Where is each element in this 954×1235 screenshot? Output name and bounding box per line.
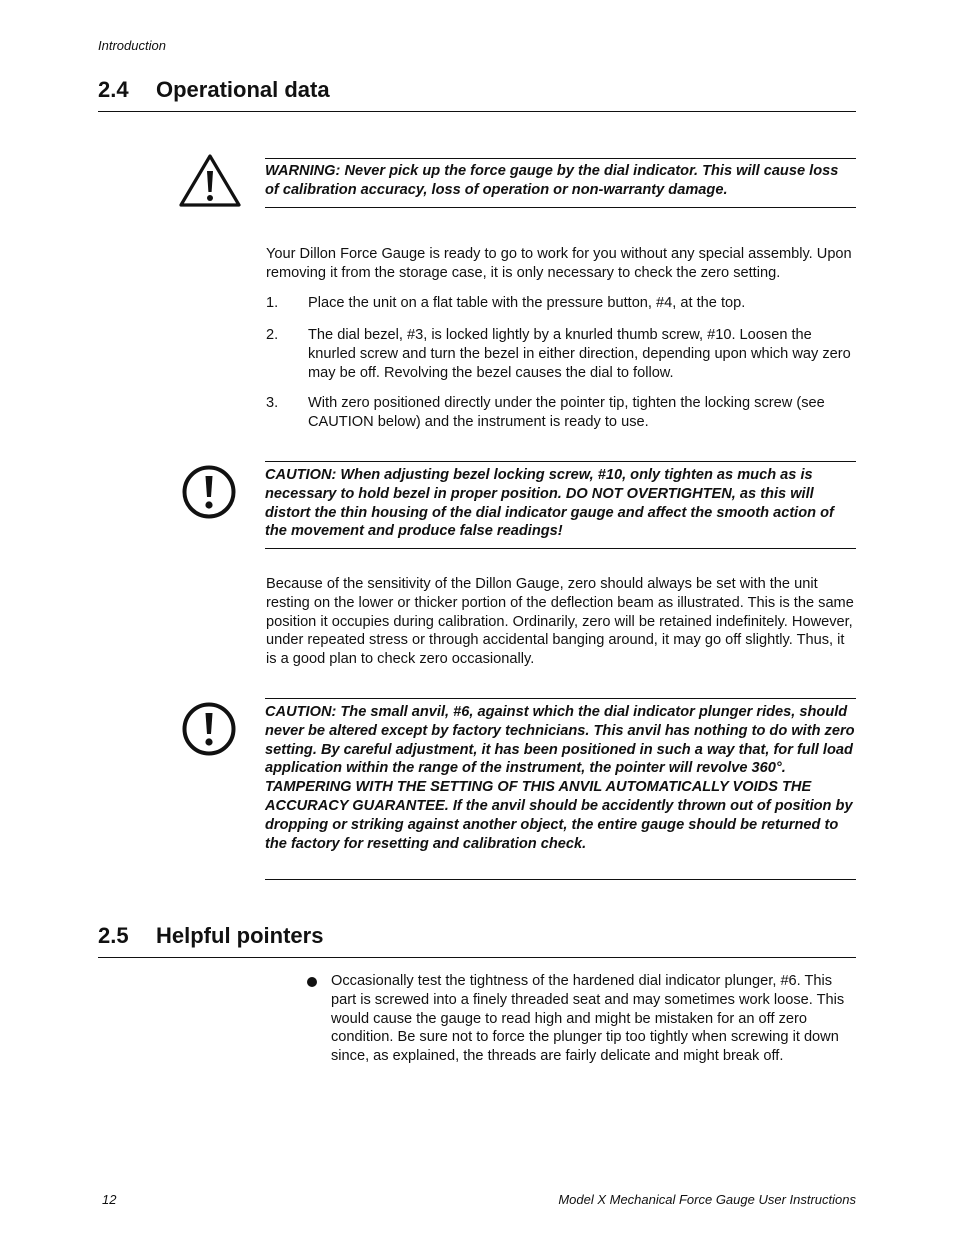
section-2-4-heading xyxy=(98,77,856,112)
page-number: 12 xyxy=(102,1192,117,1207)
step-number: 3. xyxy=(266,395,279,411)
section-title: Operational data xyxy=(156,77,330,102)
caution-exclamation-icon xyxy=(181,464,237,520)
step-text: With zero positioned directly under the pointer tip, tighten the locking screw (see CAUTION below) and the instrument is ready to use. xyxy=(308,395,825,430)
caution-2-bottom-rule xyxy=(265,879,856,880)
bullet-text: Occasionally test the tightness of the hardened dial indicator plunger, #6. This part is screwed into a finely threaded seat and may sometimes work loose. This would cause the gauge to read high and might be mistaken for an off zero condition. Be sure not to force the plunger tip too tightly when screwing it down since, as explained, the threads are fairly delicate and might break off. xyxy=(331,973,845,1065)
section-2-5-heading xyxy=(98,923,856,958)
footer-doc-title: Model X Mechanical Force Gauge User Instructions xyxy=(558,1192,856,1207)
warning-text: WARNING: Never pick up the force gauge by the dial indicator. This will cause loss of calibration accuracy, loss of operation or non-warranty damage. xyxy=(265,163,839,198)
intro-paragraph: Your Dillon Force Gauge is ready to go to work for you without any special assembly. Upon removing it from the storage case, it is only necessary to check the zero setting. xyxy=(266,246,852,281)
section-number: 2.5 xyxy=(98,923,129,948)
caution-2-text: CAUTION: The small anvil, #6, against which the dial indicator plunger rides, should never be altered except by factory technicians. This anvil has nothing to do with zero setting. By careful adjustment, it has been positioned in such a way that, for full load application within the range of the instrument, the pointer will revolve 360°. TAMPERING WITH THE SETTING OF THIS ANVIL AUTOMATICALLY VOIDS THE ACCURACY GUARANTEE. If the anvil should be accidently thrown out of position by dropping or striking against another object, the entire gauge should be returned to the factory for resetting and calibration check. xyxy=(265,704,855,852)
caution-exclamation-icon xyxy=(181,701,237,757)
warning-top-rule xyxy=(265,158,856,159)
warning-triangle-icon xyxy=(178,152,242,210)
sensitivity-paragraph: Because of the sensitivity of the Dillon Gauge, zero should always be set with the unit resting on the lower or thicker portion of the deflection beam as illustrated. This is the same position it occupies during calibration. Ordinarily, zero will be retained indefinitely. However, under repeated stress or through accidental banging around, it may go off slightly. Thus, it is a good plan to check zero occasionally. xyxy=(266,576,854,668)
step-number: 1. xyxy=(266,295,279,311)
step-text: Place the unit on a flat table with the pressure button, #4, at the top. xyxy=(308,295,746,311)
warning-bottom-rule xyxy=(265,207,856,208)
step-number: 2. xyxy=(266,327,279,343)
section-title: Helpful pointers xyxy=(156,923,324,948)
caution-1-top-rule xyxy=(265,461,856,462)
bullet-icon xyxy=(307,977,317,987)
caution-1-text: CAUTION: When adjusting bezel locking screw, #10, only tighten as much as is necessary to hold bezel in proper position. DO NOT OVERTIGHTEN, as this will distort the thin housing of the dial indicator gauge and affect the smooth action of the movement and produce false readings! xyxy=(265,467,834,540)
caution-1-bottom-rule xyxy=(265,548,856,549)
running-header: Introduction xyxy=(98,38,166,53)
caution-2-top-rule xyxy=(265,698,856,699)
step-text: The dial bezel, #3, is locked lightly by a knurled thumb screw, #10. Loosen the knurled screw and turn the bezel in either direction, depending upon which way zero may be off. Revolving the bezel causes the dial to follow. xyxy=(308,327,851,381)
section-number: 2.4 xyxy=(98,77,129,102)
